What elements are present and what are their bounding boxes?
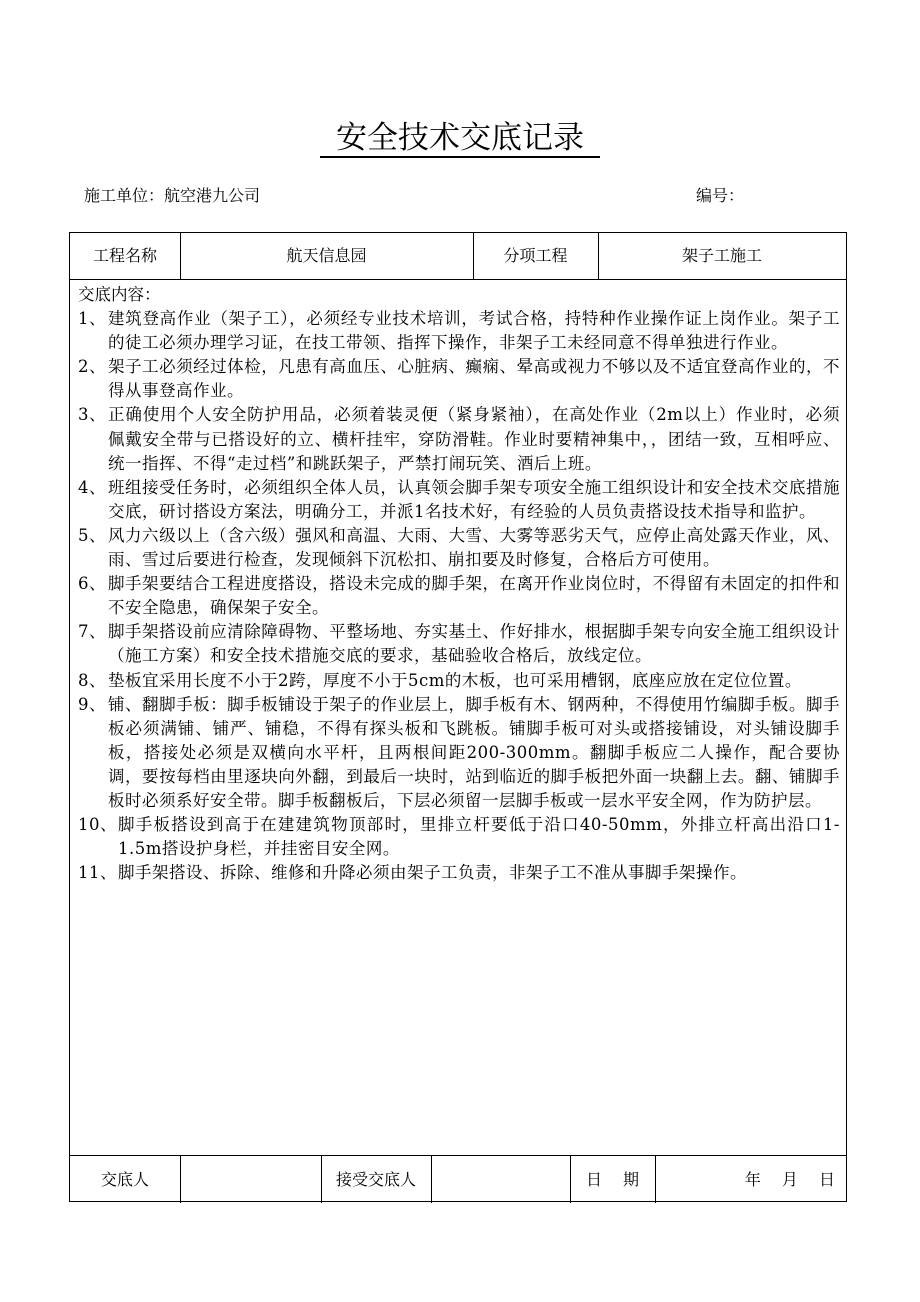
list-item: 7、 脚手架搭设前应清除障碍物、平整场地、夯实基土、作好排水，根据脚手架专向安全施工组织设计（施工方案）和安全技术措施交底的要求，基础验收合格后，放线定位。 <box>78 622 840 666</box>
receiver-label: 接受交底人 <box>335 1170 416 1189</box>
footer-row-divider <box>70 1155 846 1156</box>
content-heading: 交底内容： <box>78 285 161 304</box>
sub-project-label: 分项工程 <box>503 246 568 265</box>
project-name-label: 工程名称 <box>92 246 157 265</box>
header-row-divider <box>70 279 846 280</box>
document-title <box>0 118 920 158</box>
disclosure-table <box>69 232 847 1202</box>
content-item-list <box>78 307 840 885</box>
discloser-label: 交底人 <box>100 1170 149 1189</box>
list-item: 1、 建筑登高作业（架子工），必须经专业技术培训，考试合格，持特种作业操作证上岗作业。架子工的徒工必须办理学习证，在技工带领、指挥下操作，非架子工未经同意不得单独进行作业。 <box>78 309 840 353</box>
sub-project-value: 架子工施工 <box>681 246 762 265</box>
list-item: 3、 正确使用个人安全防护用品，必须着装灵便（紧身紧袖），在高处作业（2m以上）作业时，必须佩戴安全带与已搭设好的立、横杆挂牢，穿防滑鞋。作业时要精神集中，，团结一致，互相呼应、统一指挥、不得“走过档”和跳跃架子，严禁打闹玩笑、酒后上班。 <box>78 405 840 473</box>
list-item: 5、 风力六级以上（含六级）强风和高温、大雨、大雪、大雾等恶劣天气，应停止高处露天作业，风、雨、雪过后要进行检查，发现倾斜下沉松扣、崩扣要及时修复，合格后方可使用。 <box>78 525 840 570</box>
list-item: 8、 垫板宜采用长度不小于2跨，厚度不小于5cm的木板，也可采用槽钢，底座应放在定位位置。 <box>78 670 802 690</box>
list-item: 10、 脚手板搭设到高于在建建筑物顶部时，里排立杆要低于沿口40-50mm，外排立杆高出沿口1-1.5m搭设护身栏，并挂密目安全网。 <box>78 815 840 859</box>
construction-unit: 施工单位：航空港九公司 <box>84 186 261 205</box>
disclosure-content <box>78 283 840 885</box>
list-item: 4、 班组接受任务时，必须组织全体人员，认真领会脚手架专项安全施工组织设计和安全技术交底措施交底，研讨搭设方案法，明确分工，并派1名技术好，有经验的人员负责搭设技术指导和监护。 <box>78 477 840 521</box>
date-value: 年 月 日 <box>744 1170 835 1189</box>
date-label: 日 期 <box>585 1170 640 1189</box>
footer-col-divider-1 <box>180 1155 181 1203</box>
list-item: 9、 铺、翻脚手板：脚手板铺设于架子的作业层上，脚手板有木、钢两种，不得使用竹编脚手板。脚手板必须满铺、铺严、铺稳，不得有探头板和飞跳板。铺脚手板可对头或搭接铺设，对头铺设脚手板，搭接处必须是双横向水平杆，且两根间距200-300mm。翻脚手板应二人操作，配合要协调，要按每档由里逐块向外翻，到最后一块时，站到临近的脚手板把外面一块翻上去。翻、铺脚手板时必须系好安全带。脚手板翻板后，下层必须留一层脚手板或一层水平安全网，作为防护层。 <box>78 694 840 810</box>
footer-col-divider-3 <box>431 1155 432 1203</box>
document-title-text: 安全技术交底记录 <box>320 120 600 158</box>
document-number: 编号： <box>696 186 745 205</box>
list-item: 2、 架子工必须经过体检，凡患有高血压、心脏病、癫痫、晕高或视力不够以及不适宜登高作业的，不得从事登高作业。 <box>78 357 840 401</box>
list-item: 6、 脚手架要结合工程进度搭设，搭设未完成的脚手架，在离开作业岗位时，不得留有未固定的扣件和不安全隐患，确保架子安全。 <box>78 574 840 618</box>
list-item: 11、 脚手架搭设、拆除、维修和升降必须由架子工负责，非架子工不准从事脚手架操作。 <box>78 863 747 883</box>
project-name-value: 航天信息园 <box>286 246 367 265</box>
